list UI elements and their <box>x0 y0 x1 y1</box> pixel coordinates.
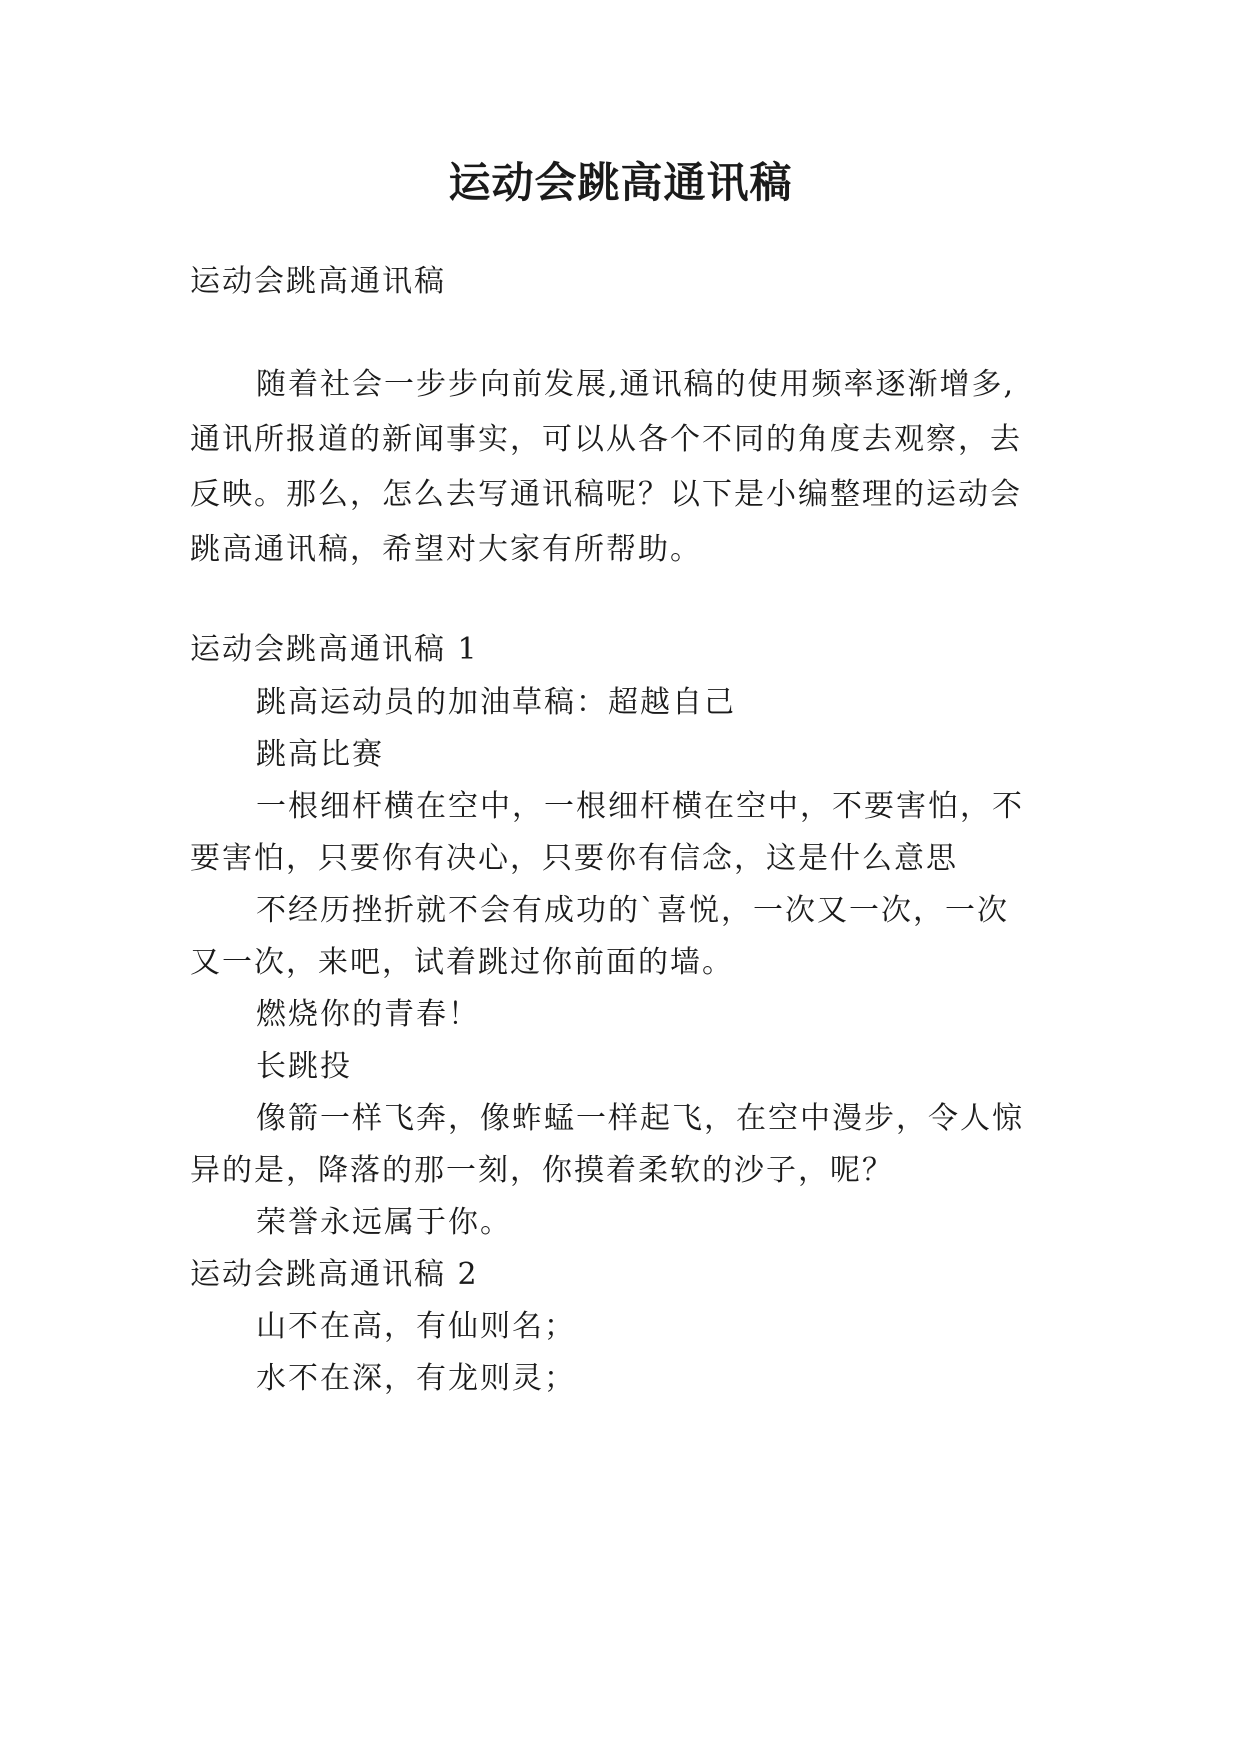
paragraph-line: 燃烧你的青春！ <box>256 997 480 1032</box>
paragraph-line: 异的是，降落的那一刻，你摸着柔软的沙子，呢？ <box>190 1153 894 1188</box>
intro-line: 随着社会一步步向前发展,通讯稿的使用频率逐渐增多, <box>256 367 1016 402</box>
intro-line: 通讯所报道的新闻事实，可以从各个不同的角度去观察，去 <box>190 422 1022 457</box>
intro-line: 跳高通讯稿，希望对大家有所帮助。 <box>190 532 702 567</box>
paragraph-line: 水不在深，有龙则灵； <box>256 1361 576 1396</box>
paragraph-line: 跳高比赛 <box>256 737 384 772</box>
paragraph-line: 像箭一样飞奔，像蚱蜢一样起飞，在空中漫步，令人惊 <box>256 1101 1024 1136</box>
paragraph-line: 不经历挫折就不会有成功的`喜悦，一次又一次，一次 <box>256 893 1009 928</box>
section-heading: 运动会跳高通讯稿 1 <box>190 632 479 667</box>
paragraph-line: 一根细杆横在空中，一根细杆横在空中，不要害怕，不 <box>256 789 1024 824</box>
paragraph-line: 荣誉永远属于你。 <box>256 1205 512 1240</box>
paragraph-line: 又一次，来吧，试着跳过你前面的墙。 <box>190 945 734 980</box>
paragraph-line: 跳高运动员的加油草稿：超越自己 <box>256 685 736 720</box>
document-title: 运动会跳高通讯稿 <box>448 158 793 207</box>
paragraph-line: 要害怕，只要你有决心，只要你有信念，这是什么意思 <box>190 841 958 876</box>
document-subtitle: 运动会跳高通讯稿 <box>190 264 446 299</box>
paragraph-line: 长跳投 <box>256 1049 352 1084</box>
paragraph-line: 山不在高，有仙则名； <box>256 1309 576 1344</box>
intro-line: 反映。那么，怎么去写通讯稿呢？以下是小编整理的运动会 <box>190 477 1022 512</box>
section-heading: 运动会跳高通讯稿 2 <box>190 1257 479 1292</box>
